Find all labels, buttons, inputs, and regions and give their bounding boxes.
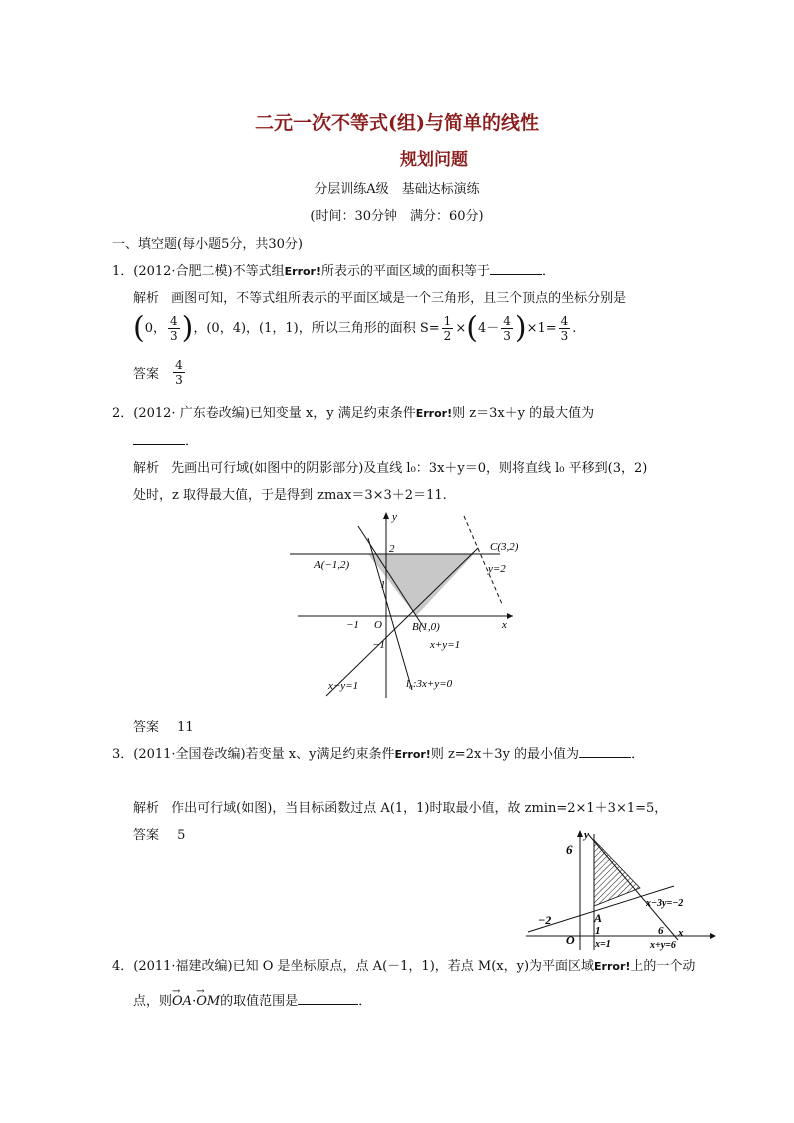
label-origin: O [374,619,382,631]
label-point-a: A(−1,2) [314,559,350,571]
label-neg1-x: −1 [346,619,359,631]
q1-pts-rest: ，(0，4)，(1，1)，所以三角形的面积 S= [193,321,440,336]
q4-blank [298,992,358,1005]
q1-four: 4－ [477,321,500,336]
q1-answer [133,358,187,387]
q1-error: Error! [284,265,322,278]
label-y: y [392,511,397,523]
q2-blank [133,432,185,445]
q3-analysis [133,797,667,816]
frac-4-3-b: $\frac{4}{3}$ [503,314,511,343]
label-6-x: 6 [658,925,664,937]
x-arrow [507,613,513,619]
q1-times: × [455,321,467,336]
q1-times1: ×1= [526,321,557,336]
vector-om: → OM [196,986,221,1009]
y-arrow [383,512,389,519]
q2-answer [133,716,194,735]
q4-period: ． [358,994,372,1009]
q3-answer-label: 答案 [133,828,160,843]
title-line2: 规划问题 [400,150,468,170]
q2-answer-label: 答案 [133,720,160,735]
q1-analysis [133,287,626,306]
label-point-c: C(3,2) [490,541,519,553]
q2-analysis-text2: 处时，z 取得最大值，于是得到 zmax＝3×3＋2＝11. [133,488,447,503]
paren-open: ( [133,310,145,346]
question-2 [112,402,594,421]
q4-dot: · [192,994,197,1009]
subtitle: 分层训练A级 基础达标演练 [314,182,480,197]
paren-close-2: ) [514,310,527,346]
label-1-3: 1 [595,925,601,937]
q3-period: ． [631,747,645,762]
q2-analysis-text1: 先画出可行域(如图中的阴影部分)及直线 l₀：3x＋y＝0，则将直线 l₀ 平移到(3，2) [171,461,648,476]
q3-figure [518,826,730,954]
q3-answer-value: 5 [177,828,186,843]
q1-blank [490,262,542,275]
q4-prefix: 4．(2011·福建改编)已知 O 是坐标原点，点 A(－1，1)，若点 M(x，y)为平面区域 [112,959,595,974]
label-2: 2 [389,543,395,555]
label-neg2: −2 [538,913,552,927]
q4-suffix: 上的一个动 [630,959,696,974]
label-neg1-y: −1 [372,639,385,651]
q2-figure [288,508,528,703]
vector-oa: → OA [172,986,193,1009]
q1-suffix: 所表示的平面区域的面积等于 [321,264,491,279]
frac-result: $\frac{4}{3}$ [560,314,569,343]
q1-answer-frac: $\frac{4}{3}$ [175,358,183,387]
q2-period: ． [185,434,199,449]
label-point-b: B(1,0) [412,621,440,633]
label-x-minus-3y: x−3y=−2 [646,898,684,909]
q2-error: Error! [415,407,453,420]
title-line1: 二元一次不等式(组)与简单的线性 [255,112,539,134]
label-x-3: x [678,927,684,939]
label-y-eq-2: y=2 [488,563,506,575]
label-x-eq-1: x=1 [595,939,611,950]
q3-error: Error! [394,748,431,761]
q3-analysis-label: 解析 [133,801,160,816]
q1-analysis-label: 解析 [133,291,160,306]
q4-error: Error! [594,960,631,973]
frac-4-3: $\frac{4}{3}$ [170,314,178,343]
q2-prefix: 2．(2012· 广东卷改编)已知变量 x，y 满足约束条件 [112,406,416,421]
label-origin-3: O [566,933,575,947]
x-arrow-3 [710,933,716,939]
label-x-plus-y-6: x+y=6 [650,940,676,951]
frac-1-2: $\frac{1}{2}$ [443,314,452,343]
paren-open-2: ( [466,310,478,346]
q1-prefix: 1．(2012·合肥二模)不等式组 [112,264,285,279]
q4-line2-b: 的取值范围是 [220,994,299,1009]
q2-blank-line [133,430,198,449]
label-1: 1 [380,579,386,591]
label-x-plus-y: x+y=1 [430,639,461,651]
q1-res-dot: . [572,321,577,336]
question-1 [112,260,555,279]
q3-prefix: 3．(2011·全国卷改编)若变量 x、y满足约束条件 [112,747,395,762]
label-a-3: A [594,911,603,925]
q3-analysis-text: 作出可行域(如图)，当目标函数过点 A(1，1)时取最小值，故 zmin=2×1＋3×1=5， [171,801,668,816]
paren-close: ) [181,310,194,346]
question-3 [112,743,644,762]
dashed-line [464,516,502,604]
q3-suffix: 则 z=2x＋3y 的最小值为 [430,747,580,762]
q4-line2 [133,986,372,1009]
q1-answer-label: 答案 [133,367,160,382]
q3-answer [133,824,185,843]
q1-pt-a: 0， [144,321,166,336]
q2-analysis [133,457,647,476]
q1-analysis-formula [133,310,577,346]
q4-line2-a: 点，则 [133,994,173,1009]
q2-suffix: 则 z＝3x＋y 的最大值为 [452,406,595,421]
label-x-minus-y: x−y=1 [328,680,359,692]
label-x: x [502,619,507,631]
q1-period: ． [542,264,556,279]
label-l0: l₀:3x+y=0 [406,678,453,690]
time-info: (时间：30分钟 满分：60分) [310,209,484,224]
section-heading: 一、填空题(每小题5分，共30分) [112,237,303,252]
q2-answer-value: 11 [177,720,194,735]
question-4 [112,955,695,974]
q1-analysis-text: 画图可知，不等式组所表示的平面区域是一个三角形，且三个顶点的坐标分别是 [171,291,627,306]
label-y-3: y [584,829,589,841]
q2-analysis-label: 解析 [133,461,160,476]
q3-blank [579,745,631,758]
y-arrow-3 [577,830,583,837]
label-6-y: 6 [566,842,573,857]
